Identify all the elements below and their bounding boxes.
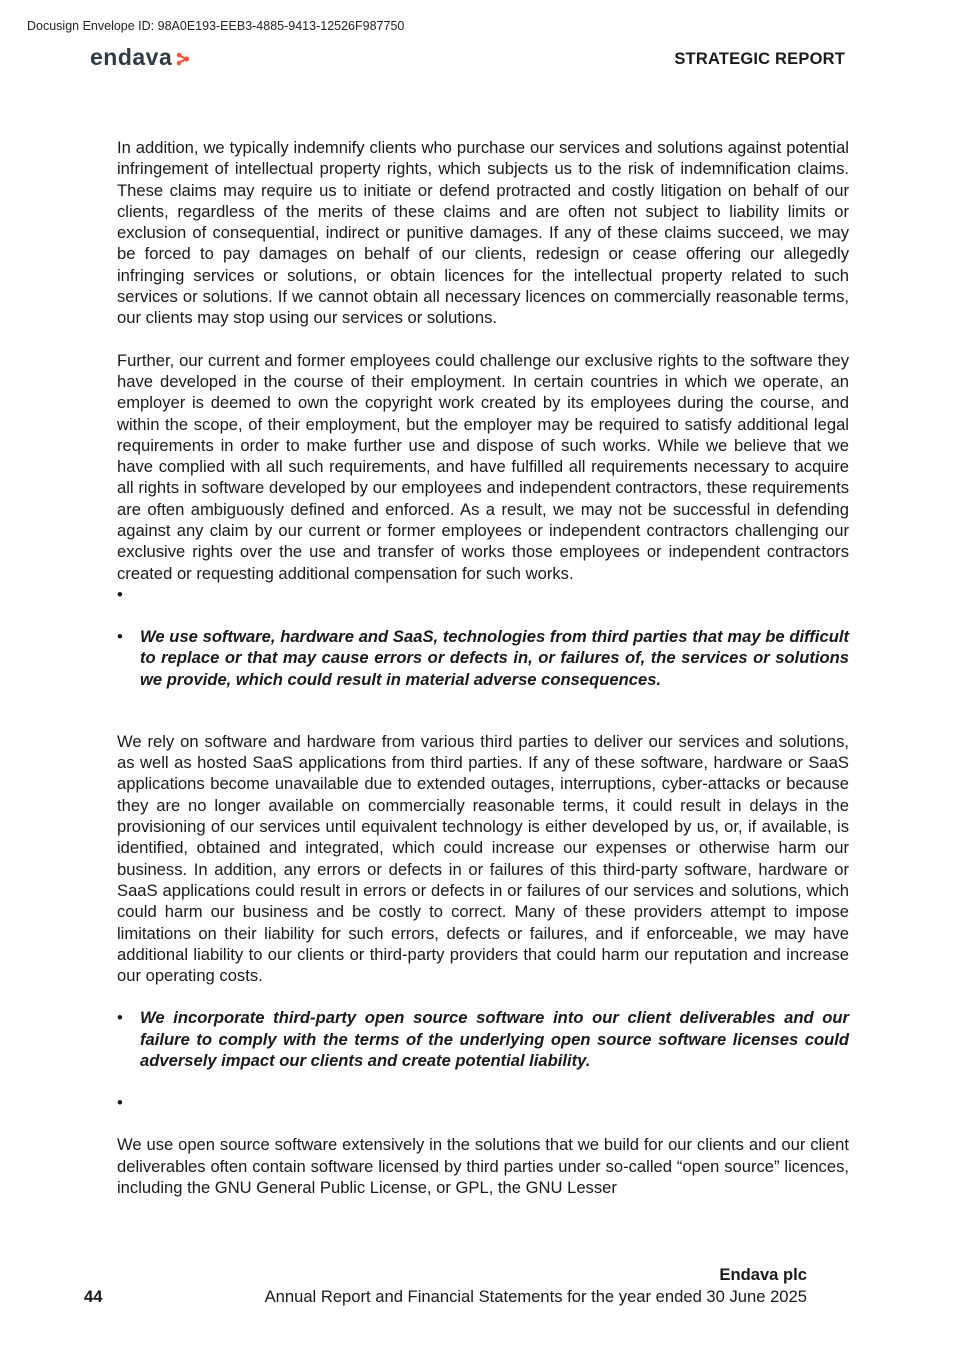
bullet-icon: • xyxy=(117,584,123,604)
empty-bullet xyxy=(117,584,849,605)
paragraph-indemnification: In addition, we typically indemnify clients who purchase our services and solutions against potential infringement of intellectual property rights, which subjects us to the risk of indemnification claims. These claims may require us to initiate or defend protracted and costly litigation on behalf of our clients, regardless of the merits of these claims and are often not subject to liability limits or exclusion of consequential, indirect or punitive damages. If any of these claims succeed, we may be forced to pay damages on behalf of our clients, redesign or cease offering our allegedly infringing services or solutions, or obtain licences for the intellectual property related to such services or solutions. If we cannot obtain all necessary licences on commercially reasonable terms, our clients may stop using our services or solutions. xyxy=(117,138,849,328)
page-number: 44 xyxy=(84,1287,103,1306)
paragraph-third-party-software: We rely on software and hardware from various third parties to deliver our services and solutions, as well as hosted SaaS applications from third parties. If any of these software, hardware or SaaS applications become unavailable due to extended outages, interruptions, cyber-attacks or because they are no longer available on commercially reasonable terms, it could result in delays in the provisioning of our services until equivalent technology is either developed by us, or, if available, is identified, obtained and integrated, which could increase our expenses or otherwise harm our business. In addition, any errors or defects in or failures of this third-party software, hardware or SaaS applications could result in errors or defects in or failures of our services and solutions, which could harm our business and be costly to correct. Many of these providers attempt to impose limitations on their liability for such errors, defects or failures, and if enforceable, we may have additional liability to our clients or third-party providers that could harm our reputation and increase our operating costs. xyxy=(117,731,849,986)
bullet-icon: • xyxy=(117,1008,123,1028)
risk-title: We incorporate third-party open source software into our client deliverables and our failure to comply with the terms of the underlying open source software licenses could adversely impact our clients and create potential liability. xyxy=(140,1008,849,1070)
bullet-icon: • xyxy=(117,626,123,646)
risk-title: We use software, hardware and SaaS, technologies from third parties that may be difficult to replace or that may cause errors or defects in, or failures of, the services or solutions we provide, which could result in material adverse consequences. xyxy=(140,626,849,689)
section-title: STRATEGIC REPORT xyxy=(674,50,845,68)
footer-report-title: Annual Report and Financial Statements for the year ended 30 June 2025 xyxy=(264,1287,807,1306)
footer-company: Endava plc xyxy=(719,1265,807,1284)
docusign-envelope-id: Docusign Envelope ID: 98A0E193-EEB3-4885-9413-12526F987750 xyxy=(27,19,405,33)
logo-text: endava xyxy=(90,44,173,70)
risk-heading-third-party-tech xyxy=(117,626,849,690)
paragraph-employee-rights: Further, our current and former employees could challenge our exclusive rights to the software they have developed in the course of their employment. In certain countries in which we operate, an employer is deemed to own the copyright work created by its employees during the course, and within the scope, of their employment, but the employer may be required to satisfy additional legal requirements in order to make further use and dispose of such works. While we believe that we have complied with all such requirements, and have fulfilled all requirements necessary to acquire all rights in software developed by our employees and independent contractors, these requirements are often ambiguously defined and enforced. As a result, we may not be successful in defending against any claim by our current or former employees or independent contractors challenging our exclusive rights over the use and transfer of works those employees or independent contractors created or requesting additional compensation for such works. xyxy=(117,350,849,583)
endava-logo xyxy=(90,44,191,71)
risk-heading-open-source xyxy=(117,1007,849,1071)
empty-bullet xyxy=(117,1092,849,1113)
page-body xyxy=(117,137,849,1198)
paragraph-open-source: We use open source software extensively in the solutions that we build for our clients and our client deliverables often contain software licensed by third parties under so-called “open source” licences, including the GNU General Public License, or GPL, the GNU Lesser xyxy=(117,1135,849,1197)
bullet-icon: • xyxy=(117,1093,123,1113)
endava-mark-icon xyxy=(175,51,191,67)
